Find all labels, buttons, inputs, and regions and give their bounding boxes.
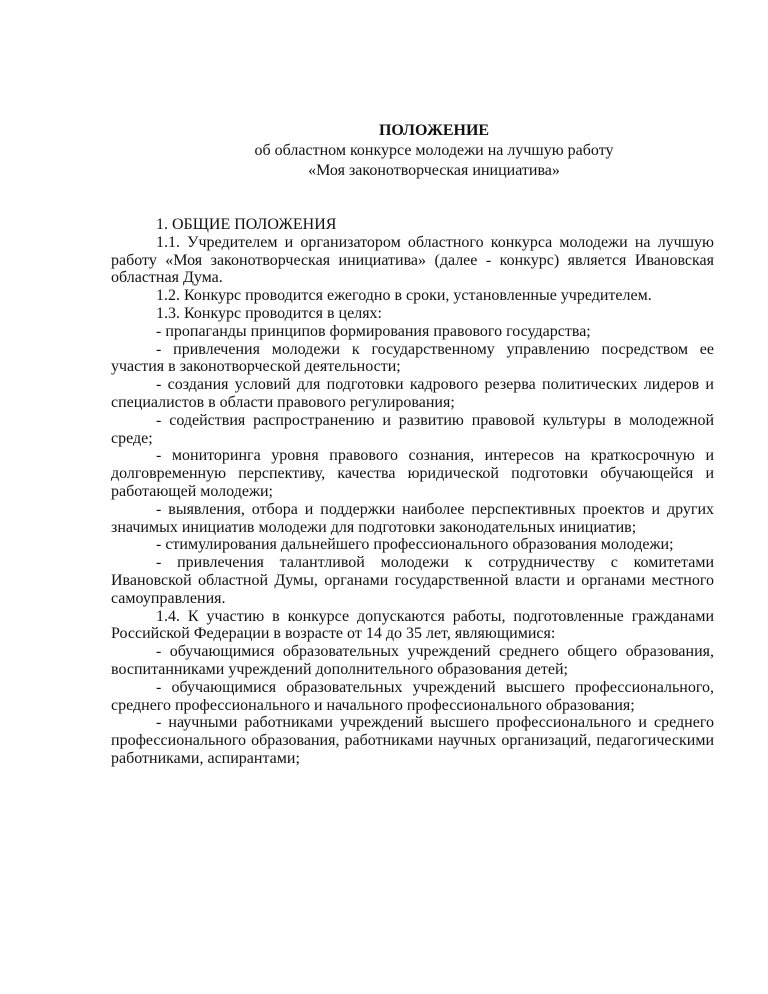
list-item-propaganda: - пропаганды принципов формирования правового государства;: [156, 322, 591, 340]
paragraph-1-2: 1.2. Конкурс проводится ежегодно в сроки, установленные учредителем.: [156, 287, 652, 305]
list-item-general-students: - обучающимися образовательных учреждений среднего общего образования, воспитанниками учреждений дополнительного образования детей;: [111, 643, 714, 678]
paragraph-1-3: 1.3. Конкурс проводится в целях:: [156, 304, 382, 322]
list-item-cooperation: - привлечения талантливой молодежи к сотрудничеству с комитетами Ивановской областной Думы, органами государственной власти и органами местного самоуправления.: [111, 554, 714, 607]
list-item-youth-involvement: - привлечения молодежи к государственному управлению посредством ее участия в законотворческой деятельности;: [111, 340, 714, 376]
list-item-identification: - выявления, отбора и поддержки наиболее перспективных проектов и других значимых инициатив молодежи для подготовки законодательных инициатив;: [111, 500, 714, 536]
list-item-stimulation: - стимулирования дальнейшего профессионального образования молодежи;: [156, 536, 674, 554]
document-body: [111, 216, 714, 768]
list-item-researchers: - научными работниками учреждений высшего профессионального и среднего профессионального образования, работниками научных организаций, педагогическими работниками, аспирантами;: [111, 714, 714, 767]
document-subtitle-line-1: об областном конкурсе молодежи на лучшую работу: [254, 142, 614, 159]
document-subtitle-line-2: «Моя законотворческая инициатива»: [308, 162, 560, 179]
document-title: ПОЛОЖЕНИЕ: [378, 122, 490, 139]
paragraph-1-1: 1.1. Учредителем и организатором областного конкурса молодежи на лучшую работу «Моя законотворческая инициатива» (далее - конкурс) является Ивановская областная Дума.: [111, 233, 714, 287]
list-item-professional-students: - обучающимися образовательных учреждений высшего профессионального, среднего профессионального и начального профессионального образования;: [111, 678, 714, 714]
paragraph-1-4: 1.4. К участию в конкурсе допускаются работы, подготовленные гражданами Российской Федерации в возрасте от 14 до 35 лет, являющимися:: [111, 607, 714, 643]
list-item-personnel-reserve: - создания условий для подготовки кадрового резерва политических лидеров и специалистов в области правового регулирования;: [111, 376, 714, 411]
section-heading: 1. ОБЩИЕ ПОЛОЖЕНИЯ: [156, 216, 337, 233]
list-item-monitoring: - мониторинга уровня правового сознания, интересов на краткосрочную и долговременную перспективу, качества юридической подготовки обучающейся и работающей молодежи;: [111, 447, 714, 500]
list-item-legal-culture: - содействия распространению и развитию правовой культуры в молодежной среде;: [111, 411, 714, 447]
